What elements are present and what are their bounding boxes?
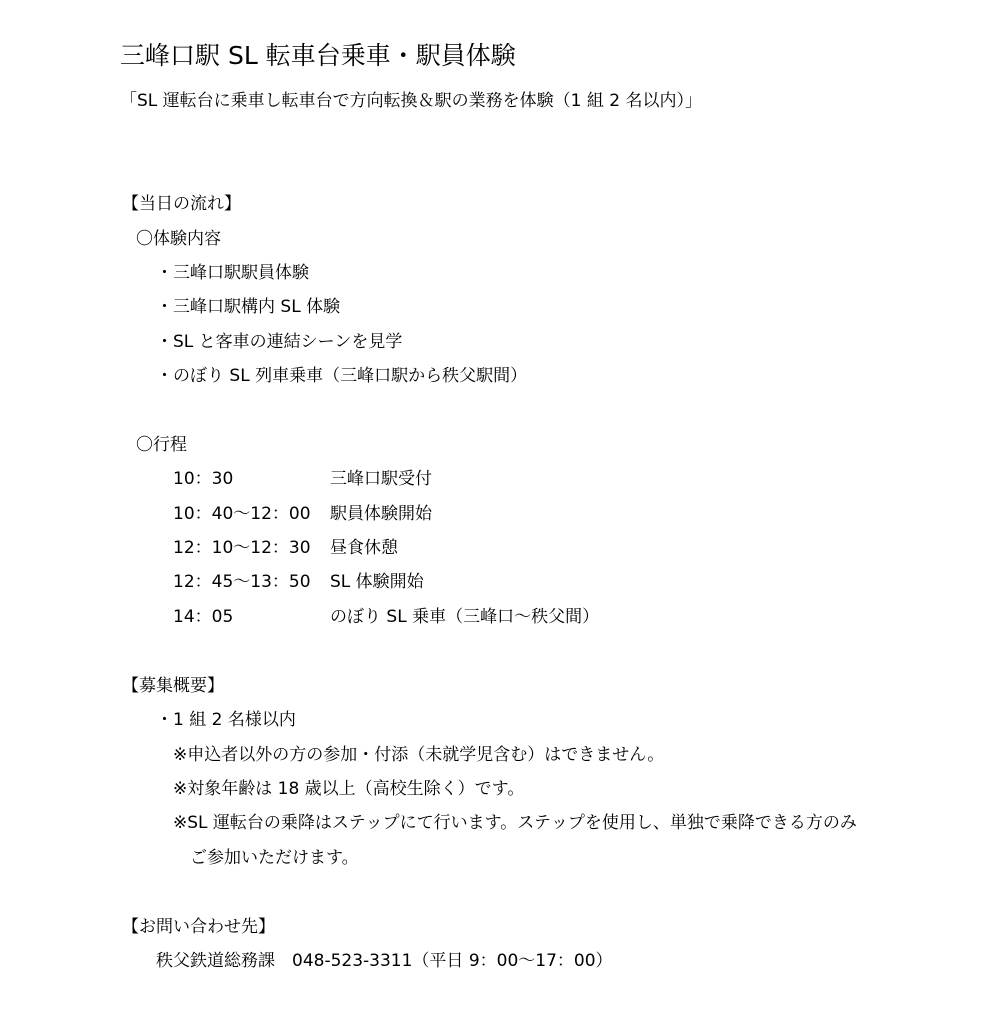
schedule-time: 12：45～13：50 bbox=[173, 572, 311, 592]
schedule-event: 昼食休憩 bbox=[330, 538, 398, 558]
schedule-event: 三峰口駅受付 bbox=[330, 469, 432, 489]
schedule-time: 14：05 bbox=[173, 607, 234, 627]
recruit-item: ・1 組 2 名様以内 bbox=[156, 710, 296, 730]
flow-heading: 【当日の流れ】 bbox=[122, 194, 241, 214]
page-subtitle: 「SL 運転台に乗車し転車台で方向転換＆駅の業務を体験（1 組 2 名以内）」 bbox=[120, 91, 703, 111]
schedule-time: 12：10～12：30 bbox=[173, 538, 311, 558]
recruit-note: ※申込者以外の方の参加・付添（未就学児含む）はできません。 bbox=[173, 745, 665, 765]
contact-heading: 【お問い合わせ先】 bbox=[122, 917, 275, 937]
schedule-event: 駅員体験開始 bbox=[330, 504, 432, 524]
recruit-heading: 【募集概要】 bbox=[122, 676, 224, 696]
content-item: ・三峰口駅駅員体験 bbox=[156, 263, 309, 283]
schedule-time: 10：30 bbox=[173, 469, 234, 489]
content-heading: 〇体験内容 bbox=[136, 229, 221, 249]
recruit-note: ※SL 運転台の乗降はステップにて行います。ステップを使用し、単独で乗降できる方のみ bbox=[173, 813, 857, 833]
content-item: ・SL と客車の連結シーンを見学 bbox=[156, 332, 403, 352]
recruit-note-continued: ご参加いただけます。 bbox=[190, 848, 359, 868]
schedule-heading: 〇行程 bbox=[136, 435, 187, 455]
schedule-event: のぼり SL 乗車（三峰口～秩父間） bbox=[330, 607, 600, 627]
schedule-time: 10：40～12：00 bbox=[173, 504, 311, 524]
page-title: 三峰口駅 SL 転車台乗車・駅員体験 bbox=[120, 41, 516, 70]
content-item: ・三峰口駅構内 SL 体験 bbox=[156, 297, 341, 317]
schedule-event: SL 体験開始 bbox=[330, 572, 424, 592]
recruit-note: ※対象年齢は 18 歳以上（高校生除く）です。 bbox=[173, 779, 525, 799]
contact-line: 秩父鉄道総務課 048-523-3311（平日 9：00～17：00） bbox=[156, 951, 613, 971]
content-item: ・のぼり SL 列車乗車（三峰口駅から秩父駅間） bbox=[156, 366, 528, 386]
